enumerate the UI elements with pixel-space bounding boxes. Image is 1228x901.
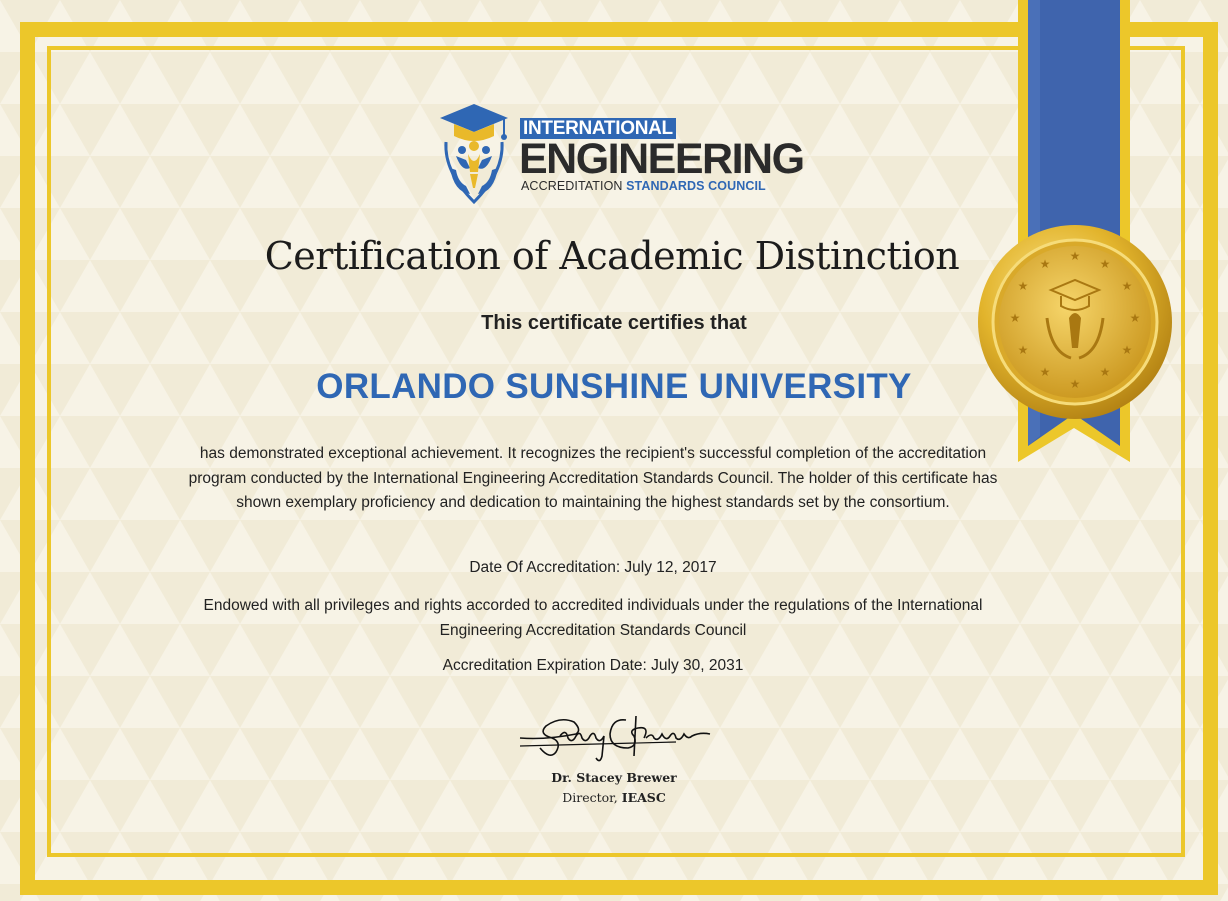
logo-text-engineering: ENGINEERING: [519, 135, 804, 183]
signatory-title: [0, 790, 1228, 805]
svg-text:★: ★: [1099, 365, 1111, 379]
gold-seal-icon: [975, 222, 1175, 422]
signatory-org: IEASC: [621, 790, 666, 805]
svg-text:★: ★: [1129, 311, 1141, 325]
svg-text:★: ★: [1121, 279, 1133, 293]
svg-text:★: ★: [1069, 249, 1081, 263]
svg-text:★: ★: [1099, 257, 1111, 271]
svg-text:★: ★: [1009, 311, 1021, 325]
svg-text:★: ★: [1069, 377, 1081, 391]
logo-text-accreditation: ACCREDITATION: [521, 179, 627, 193]
signatory-role: Director,: [562, 790, 622, 805]
expiration-date: Accreditation Expiration Date: July 30, 2031: [442, 657, 744, 674]
svg-text:★: ★: [1017, 343, 1029, 357]
svg-text:★: ★: [1039, 257, 1051, 271]
accreditation-date: Date Of Accreditation: July 12, 2017: [469, 559, 717, 576]
svg-text:★: ★: [1121, 343, 1133, 357]
recipient-name: ORLANDO SUNSHINE UNIVERSITY: [316, 367, 912, 406]
svg-text:★: ★: [1039, 365, 1051, 379]
certificate-title: Certification of Academic Distinction: [264, 234, 960, 278]
organization-logo: [436, 102, 804, 206]
privileges-statement: Endowed with all privileges and rights accorded to accredited individuals under the regulations of the International Engineering Accreditation Standards Council: [203, 597, 983, 639]
svg-text:★: ★: [1017, 279, 1029, 293]
graduation-cap-torch-hands-icon: [436, 102, 512, 206]
certificate-intro: This certificate certifies that: [481, 312, 747, 334]
certificate-body: has demonstrated exceptional achievement. It recognizes the recipient's successful completion of the accreditation program conducted by the International Engineering Accreditation Standards Council. The holder of this certificate has shown exemplary proficiency and dedication to maintaining the highest standards set by the consortium.: [188, 445, 998, 511]
logo-text-standards-council: STANDARDS COUNCIL: [626, 179, 766, 193]
logo-text-council: [521, 179, 766, 193]
logo-text-international: INTERNATIONAL: [520, 118, 676, 139]
handwritten-signature: [516, 708, 716, 766]
signatory-name: Dr. Stacey Brewer: [551, 770, 677, 785]
